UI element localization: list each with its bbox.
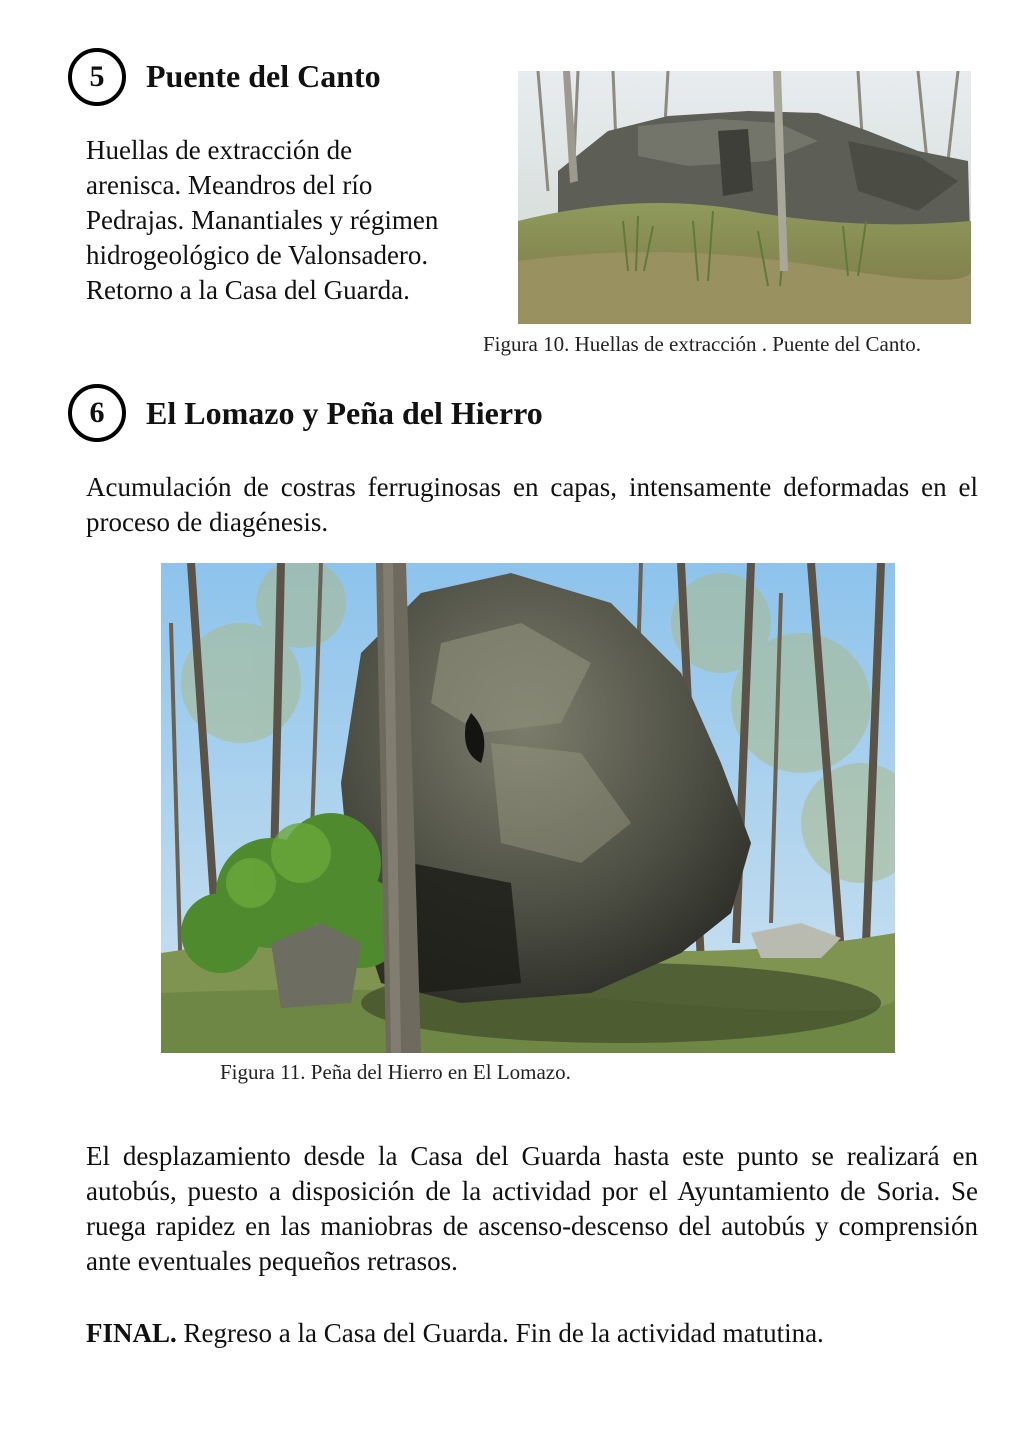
section-5-line: Huellas de extracción de bbox=[86, 135, 353, 165]
final-text: Regreso a la Casa del Guarda. Fin de la actividad matutina. bbox=[176, 1318, 824, 1348]
section-5-number: 5 bbox=[89, 60, 105, 93]
figure-10-caption: Figura 10. Huellas de extracción . Puente del Canto. bbox=[483, 332, 921, 356]
section-6-number-circle bbox=[68, 384, 126, 442]
section-6-paragraph: Acumulación de costras ferruginosas en capas, intensamente deformadas en el proceso de diagénesis. bbox=[86, 472, 978, 537]
section-5-title: Puente del Canto bbox=[146, 58, 381, 94]
figure-11-caption: Figura 11. Peña del Hierro en El Lomazo. bbox=[220, 1060, 571, 1084]
figure-10-photo bbox=[518, 71, 971, 324]
section-5-line: hidrogeológico de Valonsadero. bbox=[86, 240, 429, 270]
section-6-title: El Lomazo y Peña del Hierro bbox=[146, 395, 543, 431]
section-5-line: Retorno a la Casa del Guarda. bbox=[86, 275, 410, 305]
section-6-number: 6 bbox=[89, 396, 105, 429]
final-line bbox=[86, 1316, 978, 1351]
section-5-number-circle bbox=[68, 48, 126, 106]
section-5-text bbox=[86, 133, 486, 308]
section-5-line: Pedrajas. Manantiales y régimen bbox=[86, 205, 439, 235]
transport-paragraph: El desplazamiento desde la Casa del Guarda hasta este punto se realizará en autobús, puesto a disposición de la actividad por el Ayuntamiento de Soria. Se ruega rapidez en las maniobras de ascenso-descenso del autobús y comprensión ante eventuales pequeños retrasos. bbox=[86, 1141, 978, 1276]
final-label: FINAL. bbox=[86, 1318, 177, 1348]
figure-11-photo bbox=[161, 563, 895, 1053]
section-5-line: arenisca. Meandros del río bbox=[86, 170, 373, 200]
